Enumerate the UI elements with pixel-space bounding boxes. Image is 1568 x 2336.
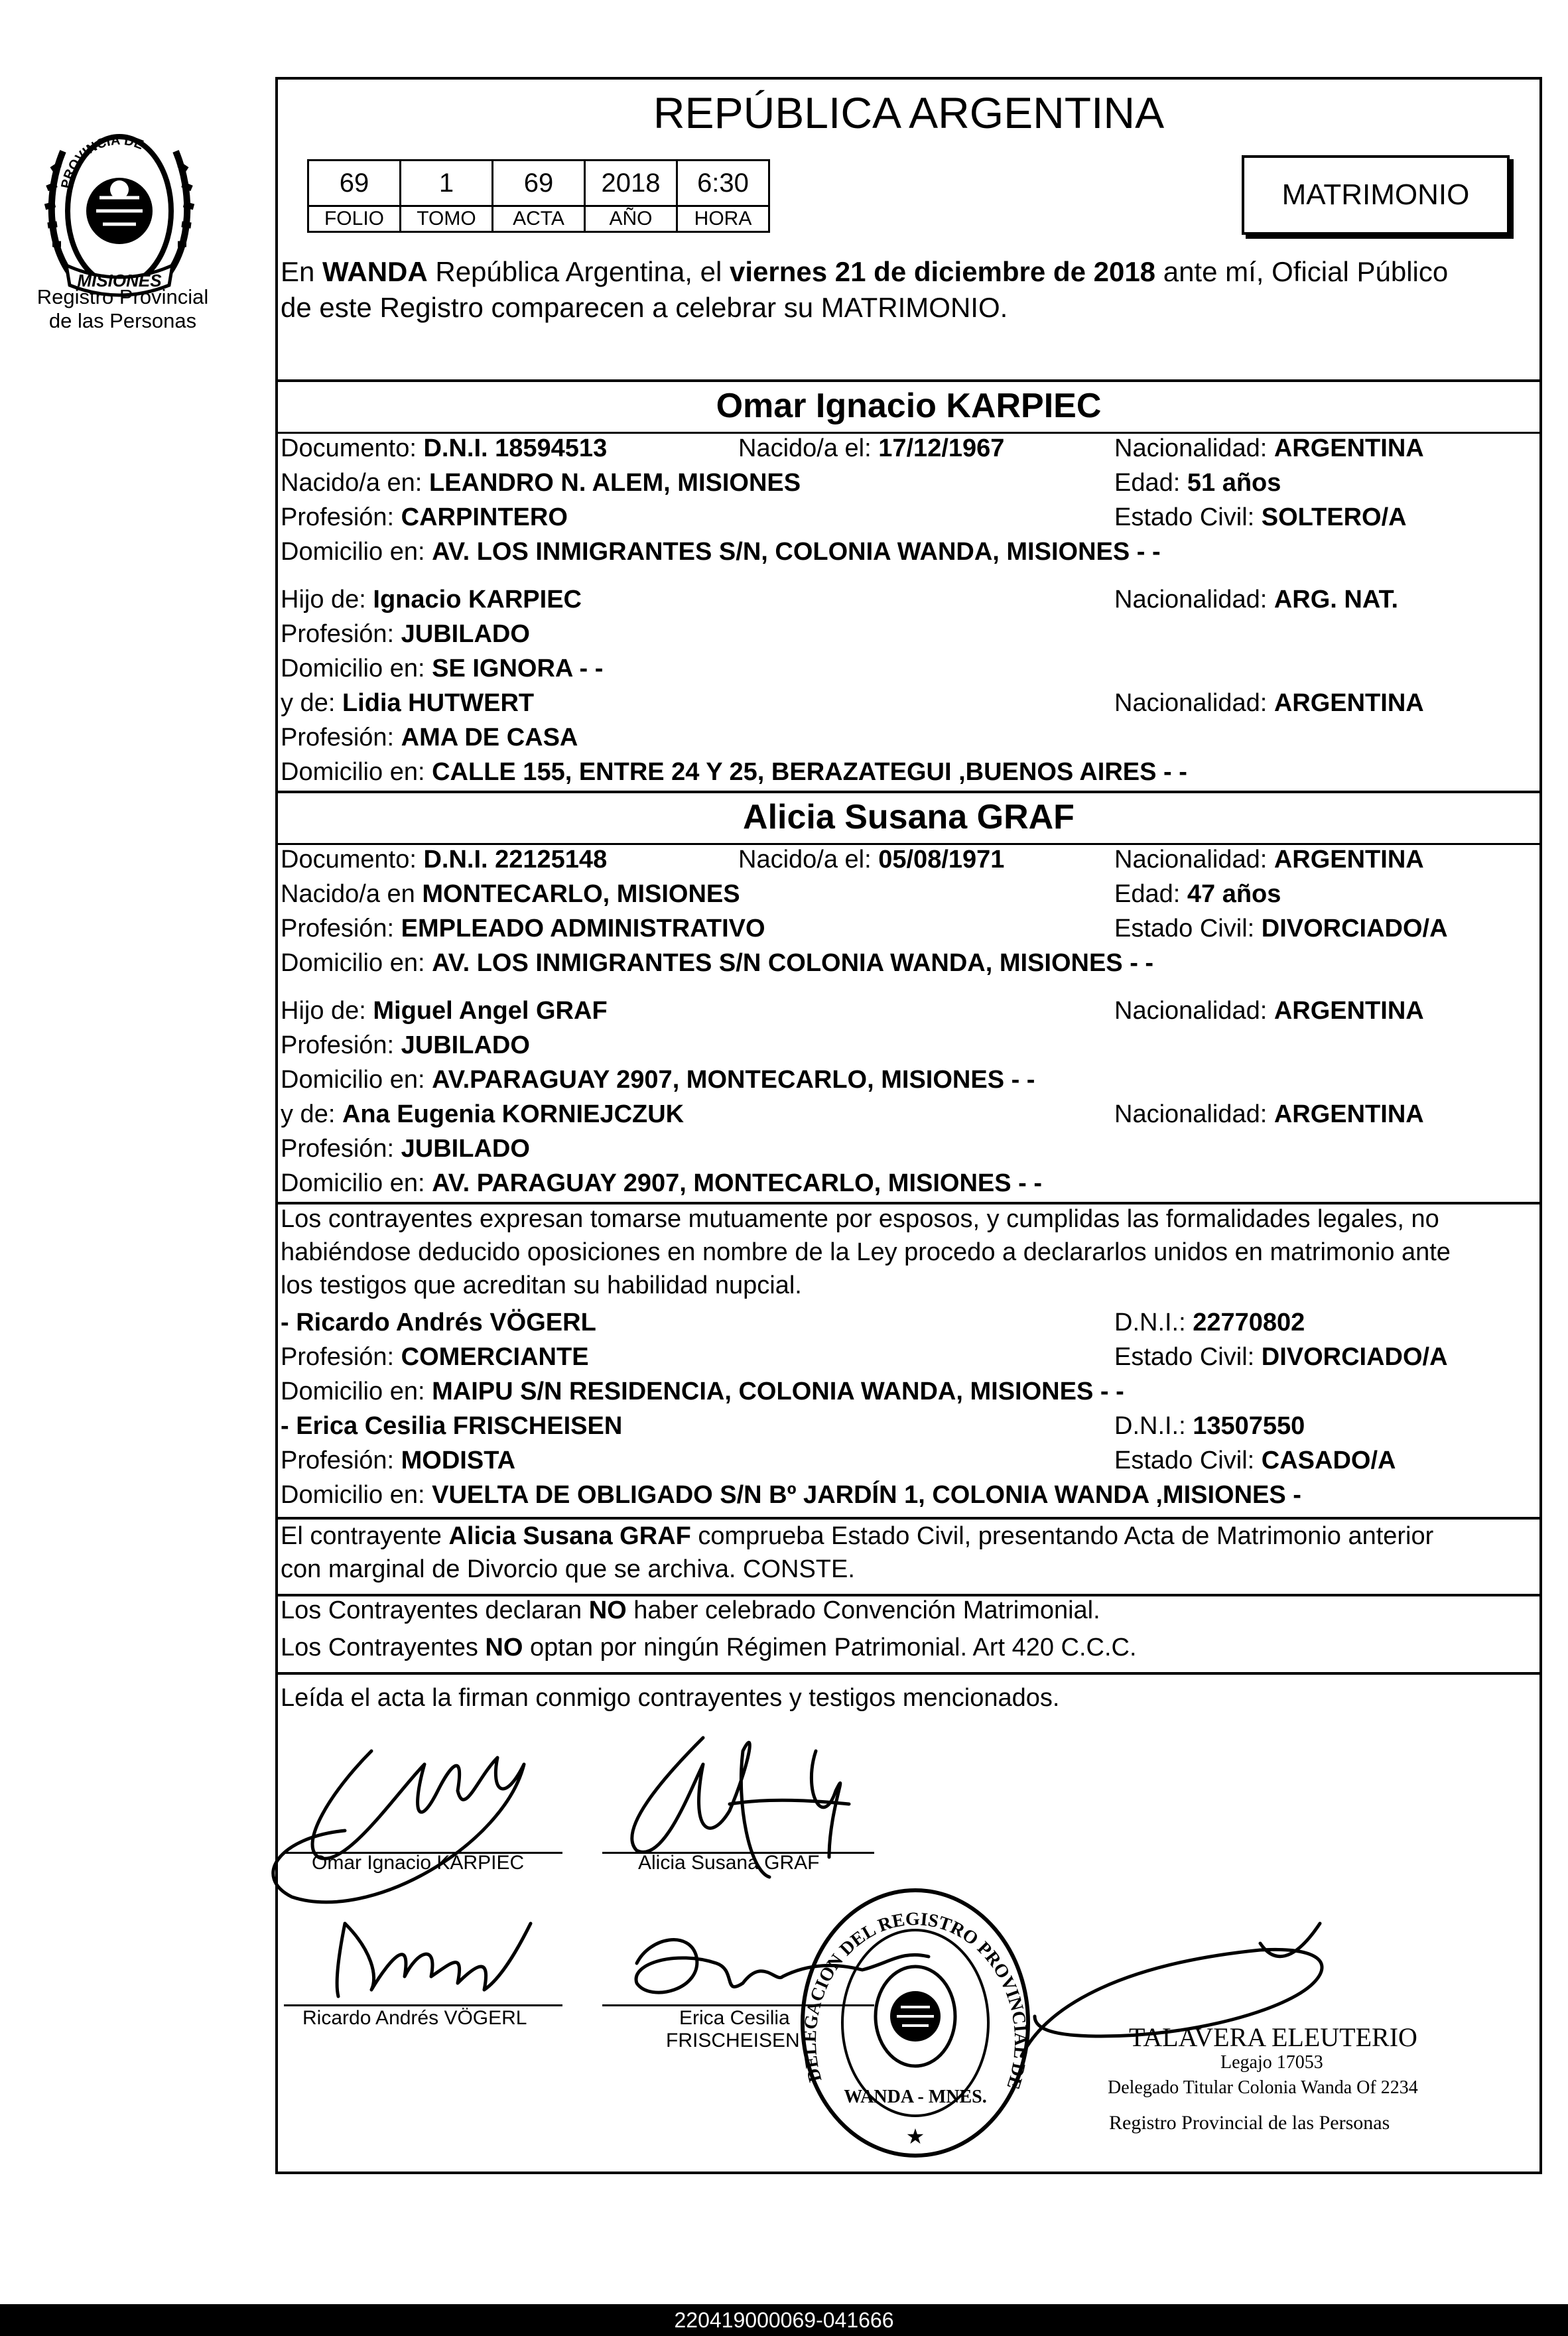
label: Profesión: bbox=[281, 1135, 395, 1163]
hour-label: HORA bbox=[677, 206, 769, 232]
value: Ignacio KARPIEC bbox=[373, 586, 582, 614]
value: 51 años bbox=[1187, 469, 1281, 497]
value: AV. LOS INMIGRANTES S/N, COLONIA WANDA, MISIONES - - bbox=[432, 538, 1161, 566]
label: Edad: bbox=[1114, 880, 1181, 908]
value: CALLE 155, ENTRE 24 Y 25, BERAZATEGUI ,BUENOS AIRES - - bbox=[432, 758, 1187, 786]
value: JUBILADO bbox=[401, 620, 530, 648]
conv2-a: Los Contrayentes bbox=[281, 1634, 486, 1661]
hour-value: 6:30 bbox=[677, 161, 769, 206]
bride-name: Alicia Susana GRAF bbox=[743, 798, 1075, 836]
label: Domicilio en: bbox=[281, 1378, 425, 1405]
label: Domicilio en: bbox=[281, 1481, 425, 1509]
value: JUBILADO bbox=[401, 1135, 530, 1163]
intro-part3: ante mí, Oficial Público bbox=[1155, 256, 1449, 287]
logo-arc-text: PROVINCIA DE bbox=[58, 133, 146, 190]
note-name: Alicia Susana GRAF bbox=[448, 1522, 691, 1550]
value: AMA DE CASA bbox=[401, 724, 578, 751]
value: 05/08/1971 bbox=[878, 846, 1005, 874]
intro-date: viernes 21 de diciembre de 2018 bbox=[730, 256, 1156, 287]
value: Ana Eugenia KORNIEJCZUK bbox=[342, 1100, 685, 1128]
note-part2: comprueba Estado Civil, presentando Acta de Matrimonio anterior bbox=[690, 1522, 1434, 1550]
label: Documento: bbox=[281, 846, 417, 874]
intro-part1: En bbox=[281, 256, 323, 287]
label: Domicilio en: bbox=[281, 758, 425, 786]
value: ARG. NAT. bbox=[1274, 586, 1399, 614]
label: Nacido/a en bbox=[281, 880, 415, 908]
label: Nacionalidad: bbox=[1114, 846, 1268, 874]
value: DIVORCIADO/A bbox=[1261, 1343, 1448, 1371]
label: Domicilio en: bbox=[281, 538, 425, 566]
signature-witness1 bbox=[337, 1923, 531, 1996]
value: EMPLEADO ADMINISTRATIVO bbox=[401, 915, 765, 942]
value: MODISTA bbox=[401, 1447, 516, 1474]
signature-caption-witness1: Ricardo Andrés VÖGERL bbox=[302, 2007, 527, 2029]
signature-caption-witness2-line2: FRISCHEISEN bbox=[666, 2030, 800, 2051]
logo-banner-text: MISIONES bbox=[77, 271, 162, 291]
value: Miguel Angel GRAF bbox=[373, 997, 608, 1025]
intro-city: WANDA bbox=[322, 256, 428, 287]
signature-bride bbox=[632, 1738, 849, 1877]
label: Estado Civil: bbox=[1114, 1343, 1255, 1371]
value: AV. LOS INMIGRANTES S/N COLONIA WANDA, MISIONES - - bbox=[432, 949, 1154, 977]
official-registry: Registro Provincial de las Personas bbox=[1109, 2112, 1390, 2134]
label: Estado Civil: bbox=[1114, 503, 1255, 531]
label: y de: bbox=[281, 689, 336, 717]
declaration-line1: Los contrayentes expresan tomarse mutuamente por esposos, y cumplidas las formalidades legales, no bbox=[281, 1205, 1439, 1233]
label: Nacionalidad: bbox=[1114, 689, 1268, 717]
logo-caption-line1: Registro Provincial bbox=[36, 285, 209, 308]
label: Nacionalidad: bbox=[1114, 1100, 1268, 1128]
declaration-line2: habiéndose deducido oposiciones en nombre de la Ley procedo a declararlos unidos en matrimonio ante bbox=[281, 1238, 1451, 1266]
value: ARGENTINA bbox=[1274, 997, 1424, 1025]
value: VUELTA DE OBLIGADO S/N Bº JARDÍN 1, COLONIA WANDA ,MISIONES - bbox=[432, 1481, 1301, 1509]
label: Profesión: bbox=[281, 503, 395, 531]
value: 17/12/1967 bbox=[878, 434, 1005, 462]
label: Profesión: bbox=[281, 1031, 395, 1059]
label: D.N.I.: bbox=[1114, 1412, 1186, 1440]
label: Domicilio en: bbox=[281, 949, 425, 977]
star-icon: ★ bbox=[905, 2124, 925, 2148]
value: SOLTERO/A bbox=[1261, 503, 1407, 531]
label: Profesión: bbox=[281, 1447, 395, 1474]
value: LEANDRO N. ALEM, MISIONES bbox=[428, 469, 801, 497]
value: ARGENTINA bbox=[1274, 434, 1424, 462]
value: DIVORCIADO/A bbox=[1261, 915, 1448, 942]
signature-caption-witness2-line1: Erica Cesilia bbox=[679, 2007, 790, 2029]
groom-name: Omar Ignacio KARPIEC bbox=[716, 387, 1102, 425]
value: MAIPU S/N RESIDENCIA, COLONIA WANDA, MISIONES - - bbox=[432, 1378, 1124, 1405]
value: SE IGNORA - - bbox=[432, 655, 604, 682]
value: ARGENTINA bbox=[1274, 846, 1424, 874]
witness2-name: - Erica Cesilia FRISCHEISEN bbox=[281, 1412, 623, 1440]
official-name: TALAVERA ELEUTERIO bbox=[1129, 2022, 1417, 2052]
note-part1: El contrayente bbox=[281, 1522, 449, 1550]
stamp-outer-text: DELEGACION DEL REGISTRO PROVINCIAL DE bbox=[799, 1908, 1031, 2092]
label: Profesión: bbox=[281, 915, 395, 942]
conv1-c: haber celebrado Convención Matrimonial. bbox=[626, 1596, 1100, 1624]
label: Profesión: bbox=[281, 1343, 395, 1371]
signature-caption-bride: Alicia Susana GRAF bbox=[638, 1852, 820, 1874]
value: 13507550 bbox=[1193, 1412, 1305, 1440]
acta-label: ACTA bbox=[493, 206, 585, 232]
page-title: REPÚBLICA ARGENTINA bbox=[653, 88, 1165, 137]
doc-type-label: MATRIMONIO bbox=[1281, 178, 1470, 211]
label: Nacido/a el: bbox=[738, 846, 872, 874]
label: Nacionalidad: bbox=[1114, 586, 1268, 614]
label: Nacido/a en: bbox=[281, 469, 423, 497]
year-value: 2018 bbox=[585, 161, 677, 206]
footer-bar bbox=[0, 2304, 1568, 2336]
footer-code: 220419000069-041666 bbox=[674, 2308, 894, 2332]
value: CARPINTERO bbox=[401, 503, 568, 531]
intro-text-line2: de este Registro comparecen a celebrar su MATRIMONIO. bbox=[281, 292, 1008, 323]
closing-text: Leída el acta la firman conmigo contrayentes y testigos mencionados. bbox=[281, 1684, 1060, 1712]
stamp-inner-text: WANDA - MNES. bbox=[844, 2087, 987, 2107]
label: Domicilio en: bbox=[281, 1066, 425, 1094]
conv1-b: NO bbox=[588, 1596, 627, 1624]
label: Edad: bbox=[1114, 469, 1181, 497]
conv2-c: optan por ningún Régimen Patrimonial. Art 420 C.C.C. bbox=[523, 1634, 1137, 1661]
value: AV.PARAGUAY 2907, MONTECARLO, MISIONES - - bbox=[432, 1066, 1035, 1094]
signature-groom bbox=[273, 1751, 524, 1902]
official-legajo: Legajo 17053 bbox=[1220, 2052, 1323, 2073]
folio-label: FOLIO bbox=[308, 206, 401, 232]
svg-text:DELEGACION DEL REGISTRO PROVIN bbox=[789, 1884, 1031, 2092]
value: 22770802 bbox=[1193, 1309, 1305, 1336]
label: Documento: bbox=[281, 434, 417, 462]
label: Hijo de: bbox=[281, 997, 366, 1025]
value: ARGENTINA bbox=[1274, 1100, 1424, 1128]
label: Nacionalidad: bbox=[1114, 434, 1268, 462]
witness1-name: - Ricardo Andrés VÖGERL bbox=[281, 1309, 596, 1336]
label: D.N.I.: bbox=[1114, 1309, 1186, 1336]
label: Estado Civil: bbox=[1114, 915, 1255, 942]
value: JUBILADO bbox=[401, 1031, 530, 1059]
label: Estado Civil: bbox=[1114, 1447, 1255, 1474]
conv2-b: NO bbox=[485, 1634, 523, 1661]
official-stamp bbox=[789, 1884, 1041, 2162]
label: Profesión: bbox=[281, 620, 395, 648]
tomo-label: TOMO bbox=[401, 206, 493, 232]
registry-stamp bbox=[789, 1884, 1041, 2162]
declaration-line3: los testigos que acreditan su habilidad nupcial. bbox=[281, 1271, 802, 1299]
value: CASADO/A bbox=[1261, 1447, 1396, 1474]
label: Nacido/a el: bbox=[738, 434, 872, 462]
folio-value: 69 bbox=[308, 161, 401, 206]
value: Lidia HUTWERT bbox=[342, 689, 535, 717]
value: D.N.I. 18594513 bbox=[423, 434, 608, 462]
label: Hijo de: bbox=[281, 586, 366, 614]
note-line2: con marginal de Divorcio que se archiva. CONSTE. bbox=[281, 1555, 855, 1583]
label: Nacionalidad: bbox=[1114, 997, 1268, 1025]
conv1-a: Los Contrayentes declaran bbox=[281, 1596, 589, 1624]
value: MONTECARLO, MISIONES bbox=[422, 880, 740, 908]
value: 47 años bbox=[1187, 880, 1281, 908]
tomo-value: 1 bbox=[401, 161, 493, 206]
value: ARGENTINA bbox=[1274, 689, 1424, 717]
label: Domicilio en: bbox=[281, 1169, 425, 1197]
value: D.N.I. 22125148 bbox=[423, 846, 608, 874]
label: Profesión: bbox=[281, 724, 395, 751]
label: y de: bbox=[281, 1100, 336, 1128]
year-label: AÑO bbox=[585, 206, 677, 232]
label: Domicilio en: bbox=[281, 655, 425, 682]
acta-value: 69 bbox=[493, 161, 585, 206]
value: AV. PARAGUAY 2907, MONTECARLO, MISIONES - - bbox=[432, 1169, 1043, 1197]
intro-part2: República Argentina, el bbox=[427, 256, 730, 287]
value: COMERCIANTE bbox=[401, 1343, 589, 1371]
logo-caption-line2: de las Personas bbox=[48, 309, 197, 332]
official-cargo: Delegado Titular Colonia Wanda Of 2234 bbox=[1108, 2077, 1418, 2098]
signature-caption-groom: Omar Ignacio KARPIEC bbox=[312, 1852, 525, 1874]
